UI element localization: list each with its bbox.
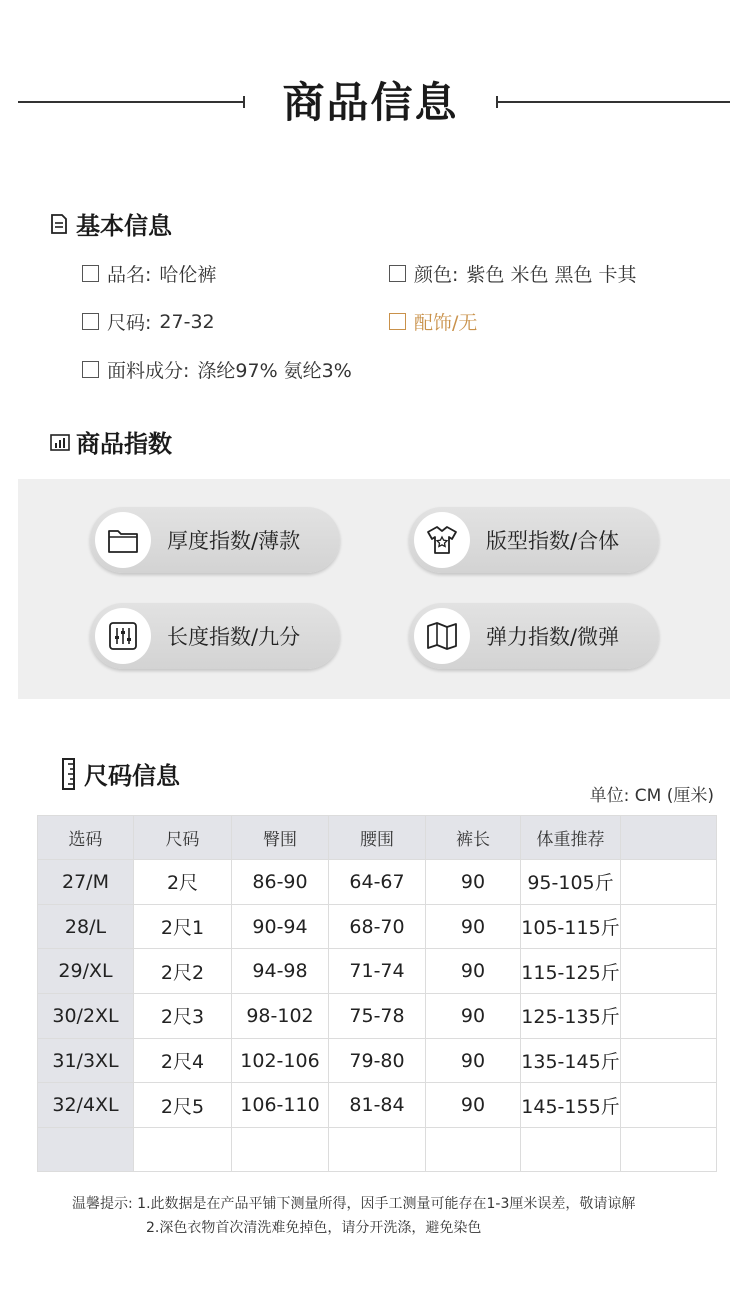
table-cell: 86-90 [232,860,329,905]
index-pill-thickness: 厚度指数/薄款 [90,507,340,573]
table-cell: 90 [426,1083,521,1128]
table-cell: 2尺 [134,860,232,905]
table-cell: 64-67 [329,860,426,905]
table-cell [134,1128,232,1172]
index-pill-fit: 版型指数/合体 [409,507,659,573]
table-cell: 90 [426,949,521,994]
checkbox-icon [389,265,406,282]
table-cell: 28/L [38,904,134,949]
table-cell: 2尺2 [134,949,232,994]
index-heading [50,424,172,459]
table-cell: 81-84 [329,1083,426,1128]
checkbox-icon [82,265,99,282]
table-cell [621,860,717,905]
table-cell: 90 [426,904,521,949]
table-cell [621,904,717,949]
header-divider-left [18,101,245,103]
table-row [38,1083,717,1128]
table-cell: 68-70 [329,904,426,949]
table-header: 选码 [38,816,134,860]
table-cell: 95-105斤 [521,860,621,905]
info-item-accessory: 配饰/无 [389,308,477,335]
shirt-icon [414,512,470,568]
header-divider-right [496,101,730,103]
table-cell [621,1128,717,1172]
checkbox-icon [82,361,99,378]
checkbox-icon [389,313,406,330]
table-cell: 75-78 [329,994,426,1039]
table-cell: 32/4XL [38,1083,134,1128]
basic-info-title: 基本信息 [76,212,172,240]
table-cell [521,1128,621,1172]
table-header: 裤长 [426,816,521,860]
map-icon [414,608,470,664]
table-cell: 94-98 [232,949,329,994]
size-table [37,815,717,1172]
table-header-row [38,816,717,860]
table-row [38,904,717,949]
table-cell: 31/3XL [38,1038,134,1083]
table-header [621,816,717,860]
page-title: 商品信息 [282,78,459,127]
table-cell: 105-115斤 [521,904,621,949]
table-cell: 79-80 [329,1038,426,1083]
table-cell: 90 [426,1038,521,1083]
table-cell [621,1083,717,1128]
document-icon [50,214,68,234]
table-cell: 2尺3 [134,994,232,1039]
table-cell: 2尺1 [134,904,232,949]
table-row [38,949,717,994]
table-cell [621,949,717,994]
index-pill-elasticity: 弹力指数/微弹 [409,603,659,669]
info-item-name: 品名: 哈伦裤 [82,260,216,287]
index-pill-length: 长度指数/九分 [90,603,340,669]
bar-chart-icon [50,432,68,452]
table-cell: 90 [426,860,521,905]
sliders-icon [95,608,151,664]
size-title: 尺码信息 [84,762,180,790]
table-cell [621,994,717,1039]
size-heading [62,756,180,791]
table-cell: 102-106 [232,1038,329,1083]
table-cell [426,1128,521,1172]
table-row [38,994,717,1039]
index-panel [18,479,730,699]
table-cell: 90-94 [232,904,329,949]
table-cell: 145-155斤 [521,1083,621,1128]
table-cell: 2尺4 [134,1038,232,1083]
info-item-fabric: 面料成分: 涤纶97% 氨纶3% [82,356,352,383]
info-item-color: 颜色: 紫色 米色 黑色 卡其 [389,260,637,287]
table-cell [621,1038,717,1083]
table-cell: 71-74 [329,949,426,994]
table-cell: 2尺5 [134,1083,232,1128]
table-header: 腰围 [329,816,426,860]
ruler-icon [62,758,76,790]
basic-info-heading [50,206,172,241]
table-row [38,1038,717,1083]
table-cell: 106-110 [232,1083,329,1128]
index-title: 商品指数 [76,430,172,458]
table-cell: 125-135斤 [521,994,621,1039]
table-cell [38,1128,134,1172]
table-cell: 30/2XL [38,994,134,1039]
note-line-1: 温馨提示: 1.此数据是在产品平铺下测量所得，因手工测量可能存在1-3厘米误差，敬请谅解 [72,1196,636,1212]
table-row [38,860,717,905]
table-cell: 98-102 [232,994,329,1039]
table-cell [232,1128,329,1172]
table-row-empty [38,1128,717,1172]
note-line-2: 2.深色衣物首次清洗难免掉色，请分开洗涤，避免染色 [146,1220,482,1236]
table-cell: 135-145斤 [521,1038,621,1083]
table-header: 体重推荐 [521,816,621,860]
table-cell: 27/M [38,860,134,905]
table-cell: 29/XL [38,949,134,994]
info-item-size: 尺码: 27-32 [82,308,215,335]
table-cell: 90 [426,994,521,1039]
notes [72,1192,635,1240]
table-header: 尺码 [134,816,232,860]
table-cell [329,1128,426,1172]
table-cell: 115-125斤 [521,949,621,994]
unit-label: 单位: CM (厘米) [589,786,714,806]
checkbox-icon [82,313,99,330]
table-header: 臀围 [232,816,329,860]
folder-icon [95,512,151,568]
